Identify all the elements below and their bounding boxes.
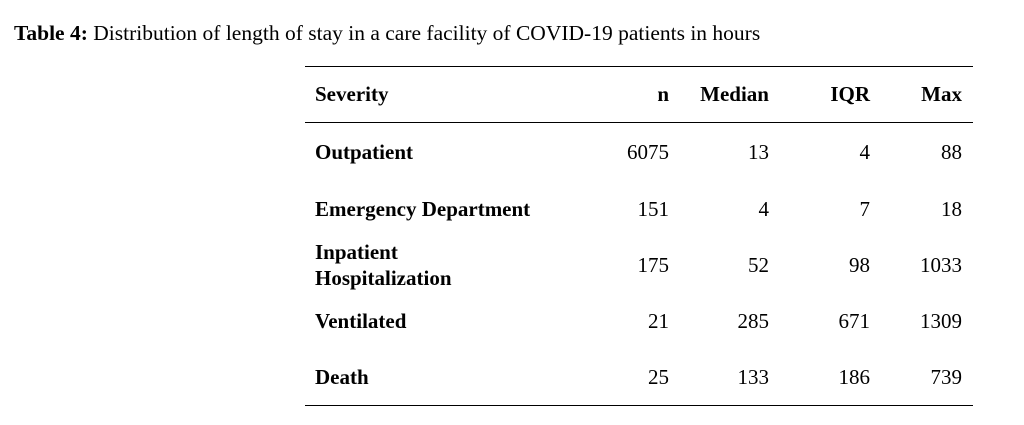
table-caption <box>14 21 760 46</box>
n-cell: 6075 <box>627 139 669 164</box>
los-table <box>305 66 973 406</box>
median-cell: 52 <box>748 252 769 277</box>
n-cell: 21 <box>648 308 669 333</box>
median-cell: 133 <box>737 364 769 389</box>
iqr-cell: 98 <box>849 252 870 277</box>
n-cell: 25 <box>648 364 669 389</box>
table-row <box>305 181 973 237</box>
header-row <box>305 67 973 123</box>
max-cell: 739 <box>930 364 962 389</box>
header-iqr: IQR <box>830 82 870 106</box>
median-cell: 4 <box>758 196 769 221</box>
median-cell: 13 <box>748 139 769 164</box>
max-cell: 1309 <box>920 308 962 333</box>
caption-text: Distribution of length of stay in a care facility of COVID-19 patients in hours <box>87 21 761 45</box>
header-severity: Severity <box>315 82 389 106</box>
severity-line: Hospitalization <box>315 266 452 290</box>
max-cell: 1033 <box>920 252 962 277</box>
table-row <box>305 349 973 406</box>
max-cell: 18 <box>941 196 962 221</box>
header-max: Max <box>921 82 962 106</box>
table-row <box>305 123 973 182</box>
severity-cell: Death <box>315 365 369 389</box>
iqr-cell: 4 <box>859 139 870 164</box>
severity-line: Inpatient <box>315 240 398 264</box>
header-n: n <box>657 82 669 106</box>
max-cell: 88 <box>941 139 962 164</box>
severity-cell: Emergency Department <box>315 197 531 221</box>
table-row <box>305 293 973 349</box>
n-cell: 151 <box>637 196 669 221</box>
caption-label: Table 4: <box>14 21 88 45</box>
iqr-cell: 7 <box>859 196 870 221</box>
severity-cell: Outpatient <box>315 140 414 164</box>
severity-cell: Ventilated <box>315 309 407 333</box>
table-row <box>305 237 973 293</box>
n-cell: 175 <box>637 252 669 277</box>
iqr-cell: 186 <box>838 364 870 389</box>
median-cell: 285 <box>737 308 769 333</box>
header-median: Median <box>700 82 769 106</box>
severity-cell <box>305 237 585 293</box>
iqr-cell: 671 <box>838 308 870 333</box>
